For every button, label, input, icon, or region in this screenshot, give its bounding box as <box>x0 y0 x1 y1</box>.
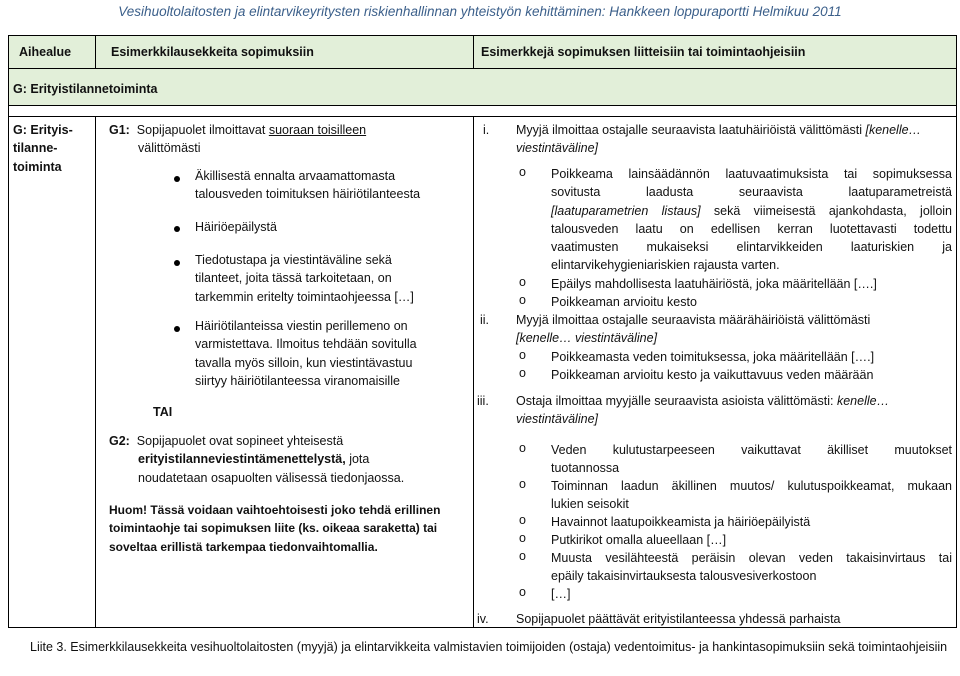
section-title: G: Erityistilannetoiminta <box>13 82 158 96</box>
item-iii-sub-6: […] <box>551 587 571 601</box>
item-iii-sub-1: Veden kulutustarpeeseen vaikuttavat äkilliset muutokset tuotannossa <box>551 443 952 476</box>
item-ii-text: Myyjä ilmoittaa ostajalle seuraavista määrähäiriöistä välittömästi [kenelle… viestintäväline] <box>516 313 871 346</box>
circle-bullet-icon: o <box>519 275 526 289</box>
item-iii-text: Ostaja ilmoittaa myyjälle seuraavista asioista välittömästi: kenelle… viestintäväline] <box>516 394 890 427</box>
g2-clause: G2: Sopijapuolet ovat sopineet yhteisestä erityistilanneviestintämenettelystä, jota noudatetaan osapuolten välisessä tiedonjaossa. <box>109 434 405 485</box>
circle-bullet-icon: o <box>519 293 526 307</box>
col-header-esimerkit: Esimerkkejä sopimuksen liitteisiin tai toimintaohjeisiin <box>481 45 806 59</box>
circle-bullet-icon: o <box>519 348 526 362</box>
circle-bullet-icon: o <box>519 549 526 563</box>
item-iii-sub-5: Muusta vesilähteestä peräisin olevan veden takaisinvirtaus tai epäily takaisinvirtauksesta talousvesiverkostoon <box>551 551 952 584</box>
note-text: Huom! Tässä voidaan vaihtoehtoisesti joko tehdä erillinen toimintaohje tai sopimuksen liite (ks. oikeaa saraketta) tai soveltaa erillistä tarkempaa tiedonvaihtomallia. <box>109 503 441 554</box>
item-ii-number: ii. <box>480 313 490 327</box>
bullet-icon <box>174 260 180 266</box>
circle-bullet-icon: o <box>519 585 526 599</box>
g1-clause: G1: Sopijapuolet ilmoittavat suoraan toisilleen välittömästi <box>109 123 367 156</box>
item-iii-number: iii. <box>477 394 489 408</box>
item-i-sub-2: Epäilys mahdollisesta laatuhäiriöstä, joka määritellään [….] <box>551 277 877 291</box>
item-i-sub-1: Poikkeama lainsäädännön laatuvaatimuksista tai sopimuksessa sovitusta laadusta seuraavista laatuparametreistä [laatuparametrien listaus] sekä viimeisestä ajankohdasta, jolloin talousveden laatu on edellisen kerran luotettavasti todettu vaatimusten mukaiseksi elintarvikkeiden laaturiskien ja elintarvikehygieniariskien rajausta varten. <box>551 167 953 273</box>
col-header-aihealue: Aihealue <box>19 45 72 59</box>
circle-bullet-icon: o <box>519 477 526 491</box>
bullet-icon <box>174 226 180 232</box>
item-i-sub-3: Poikkeaman arvioitu kesto <box>551 295 697 309</box>
circle-bullet-icon: o <box>519 441 526 455</box>
g1-bullet-2: Häiriöepäilystä <box>195 220 277 234</box>
item-iii-sub-4: Putkirikot omalla alueellaan […] <box>551 533 727 547</box>
item-iii-sub-2: Toiminnan laadun äkillinen muutos/ kulutuspoikkeamat, mukaan lukien seisokit <box>551 479 952 512</box>
bullet-icon <box>174 176 180 182</box>
tai-label: TAI <box>153 405 173 419</box>
item-iv-text: Sopijapuolet päättävät erityistilanteessa yhdessä parhaista <box>516 612 841 626</box>
document-header: Vesihuoltolaitosten ja elintarvikeyritysten riskienhallinnan yhteistyön kehittäminen: Hankkeen loppuraportti Helmikuu 2011 <box>118 4 842 19</box>
circle-bullet-icon: o <box>519 165 526 179</box>
circle-bullet-icon: o <box>519 513 526 527</box>
item-iv-number: iv. <box>477 612 489 626</box>
item-ii-sub-1: Poikkeamasta veden toimituksessa, joka määritellään [….] <box>551 350 875 364</box>
item-iii-sub-3: Havainnot laatupoikkeamista ja häiriöepäilyistä <box>551 515 811 529</box>
g1-bullet-4: Häiriötilanteissa viestin perillemeno on varmistettava. Ilmoitus tehdään sovitulla tavalla myös silloin, kun viestintävastuu siirtyy häiriötilanteessa viranomaisille <box>195 319 417 388</box>
item-ii-sub-2: Poikkeaman arvioitu kesto ja vaikuttavuus veden määrään <box>551 368 874 382</box>
figure-caption: Liite 3. Esimerkkilausekkeita vesihuoltolaitosten (myyjä) ja elintarvikkeita valmistavien toimijoiden (ostaja) vedentoimitus- ja hankintasopimuksiin sekä toimintaohjeisiin <box>30 640 948 654</box>
g1-bullet-3: Tiedotustapa ja viestintäväline sekä tilanteet, joita tässä tarkoitetaan, on tarkemmin eritelty toimintaohjeessa […] <box>195 253 414 304</box>
g1-bullet-1: Äkillisestä ennalta arvaamattomasta talousveden toimituksen häiriötilanteesta <box>195 169 421 202</box>
row-label: G: Erityis- tilanne- toiminta <box>13 123 73 174</box>
circle-bullet-icon: o <box>519 531 526 545</box>
circle-bullet-icon: o <box>519 366 526 380</box>
item-i-text: Myyjä ilmoittaa ostajalle seuraavista laatuhäiriöistä välittömästi [kenelle… viestintäväline] <box>516 123 922 156</box>
bullet-icon <box>174 326 180 332</box>
item-i-number: i. <box>483 123 490 137</box>
col-header-lausekkeet: Esimerkkilausekkeita sopimuksiin <box>111 45 314 59</box>
contract-table <box>8 35 957 628</box>
